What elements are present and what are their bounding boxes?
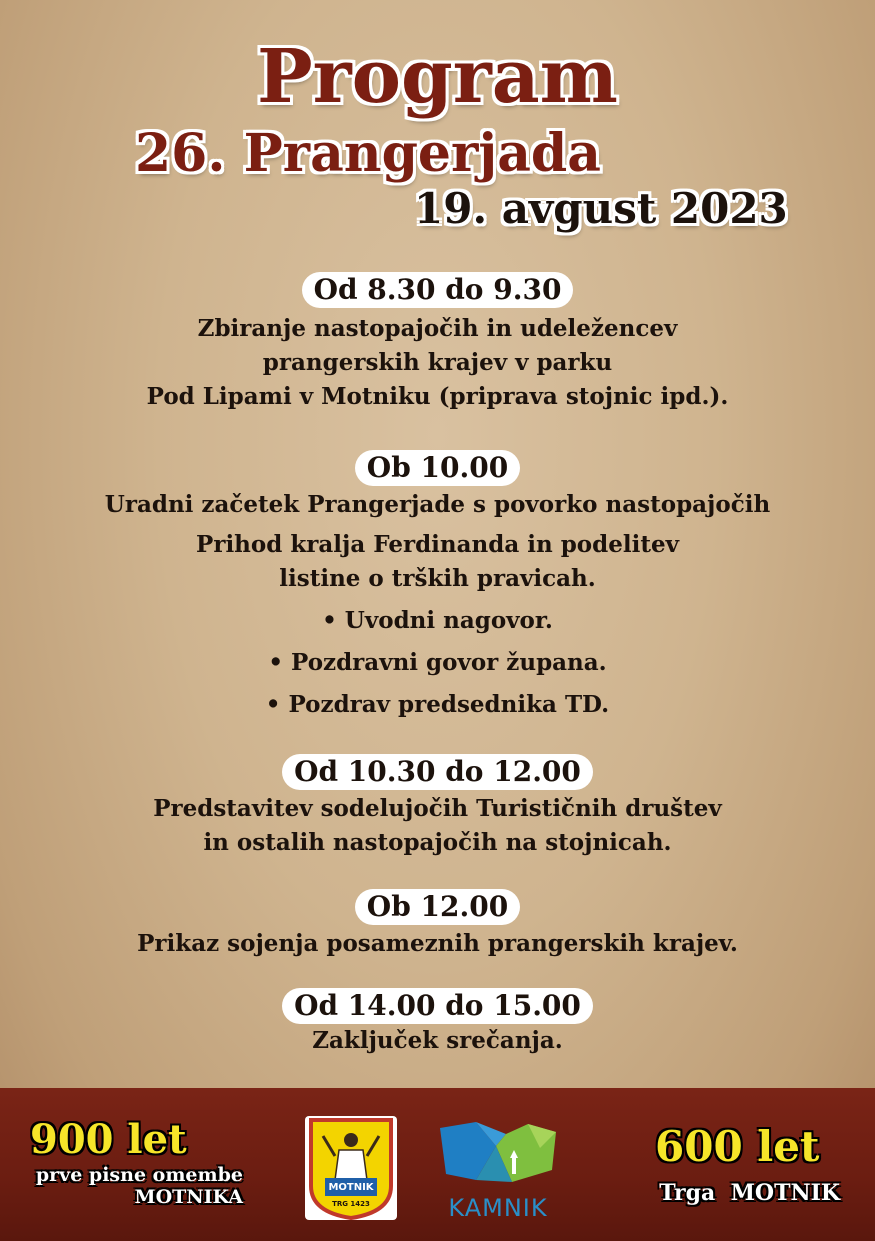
crest-text-top: MOTNIK [328,1182,374,1193]
program-item [0,988,875,1058]
anniversary-900-caption [28,1164,243,1208]
anniversary-600: 600 let [655,1122,820,1171]
program-time: Od 10.30 do 12.00 [282,754,593,790]
anniversary-600-caption: Trga MOTNIK [659,1180,840,1206]
motnik-crest-icon [305,1116,397,1220]
program-item [0,272,875,414]
program-item [0,450,875,722]
program-line: Prihod kralja Ferdinanda in podelitev [196,531,679,558]
program-line: Prikaz sojenja posameznih prangerskih krajev. [137,930,738,957]
program-line: Zbiranje nastopajočih in udeležencev [197,315,678,342]
program-time: Od 14.00 do 15.00 [282,988,593,1024]
program-time: Ob 12.00 [355,889,520,925]
program-line: in ostalih nastopajočih na stojnicah. [203,829,672,856]
program-line: Uradni začetek Prangerjade s povorko nastopajočih [104,491,771,518]
program-bullet: • Pozdravni govor župana. [268,649,607,676]
kamnik-logo-icon [436,1118,560,1222]
program-time: Ob 10.00 [355,450,520,486]
program-line: prangerskih krajev v parku [262,349,613,376]
crest-text-bottom: TRG 1423 [332,1200,370,1208]
program-item [0,754,875,860]
program-line: Zaključek srečanja. [312,1027,563,1054]
program-line: Pod Lipami v Motniku (priprava stojnic ipd.). [146,383,729,410]
kamnik-label: KAMNIK [448,1194,548,1222]
anniversary-900-line2: MOTNIKA [134,1186,243,1208]
footer-banner [0,1088,875,1241]
anniversary-900-line1: prve pisne omembe [35,1164,243,1186]
program-time: Od 8.30 do 9.30 [302,272,574,308]
program-bullet: • Pozdrav predsednika TD. [265,691,610,718]
event-date: 19. avgust 2023 [414,184,788,233]
program-line: Predstavitev sodelujočih Turističnih društev [153,795,722,822]
anniversary-900: 900 let [30,1116,187,1163]
page-title: Program [257,34,618,120]
event-subtitle: 26. Prangerjada [135,123,601,184]
program-bullet: • Uvodni nagovor. [322,607,553,634]
program-item [0,889,875,961]
program-line: listine o trških pravicah. [279,565,596,592]
